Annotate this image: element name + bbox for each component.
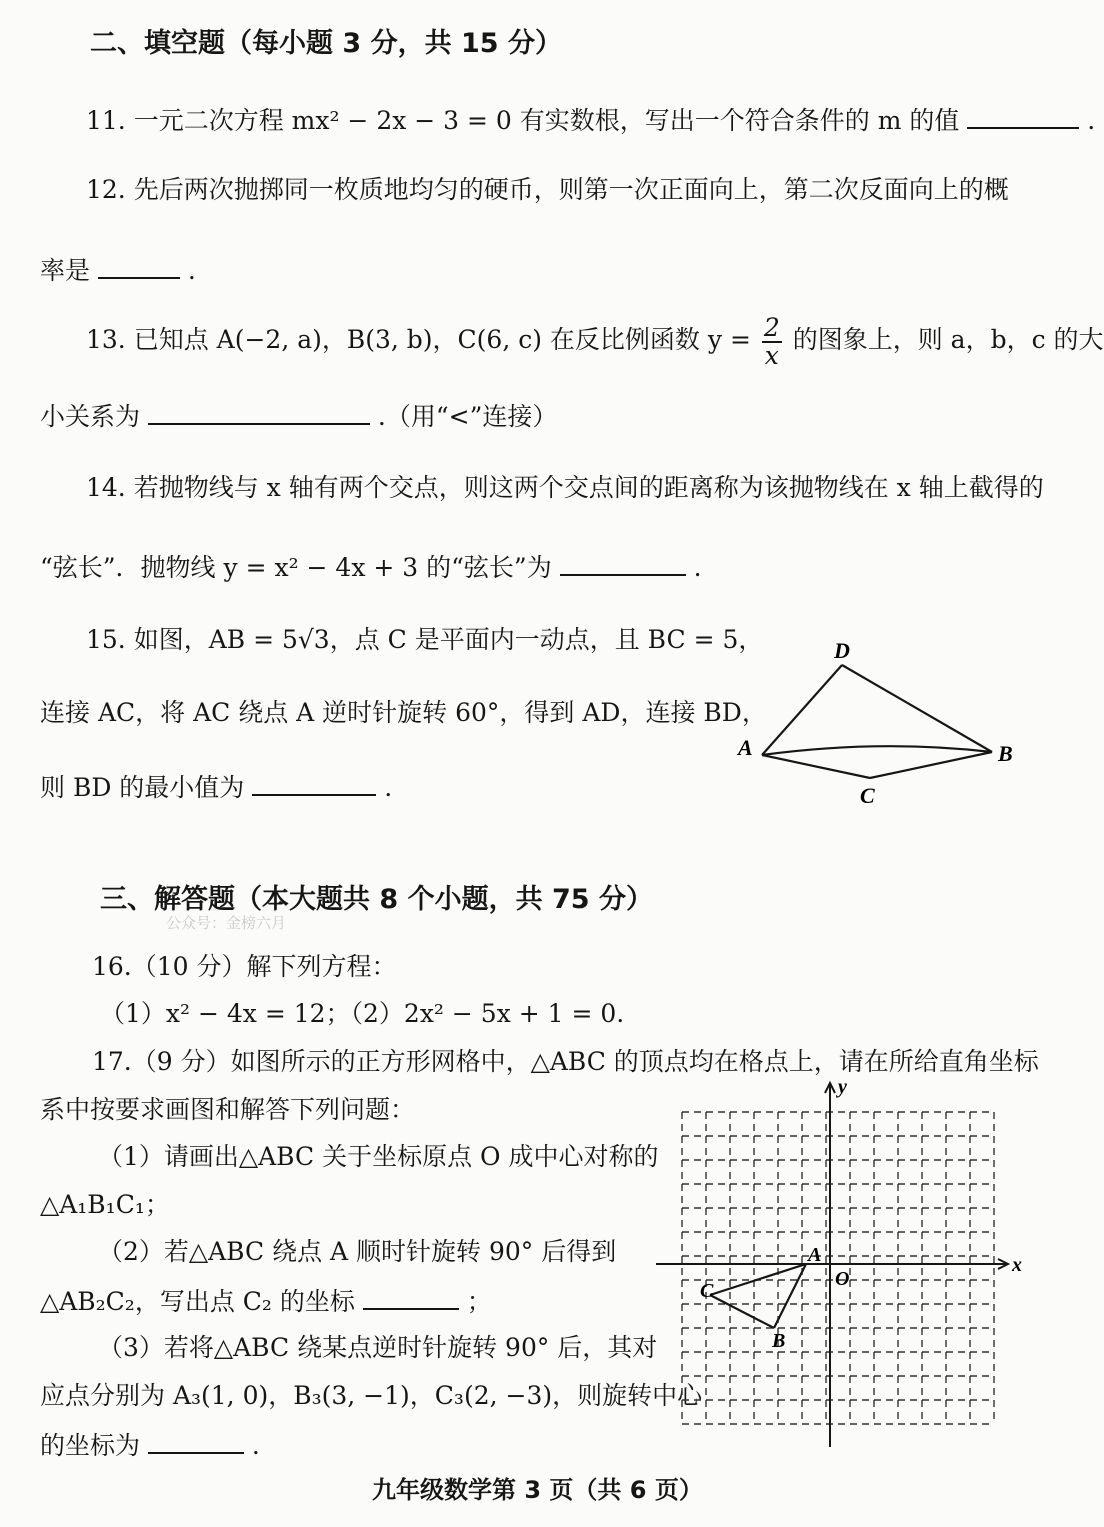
q13-line2 bbox=[40, 399, 557, 433]
q14-answer-blank[interactable] bbox=[560, 550, 686, 576]
q16-line2: （1）x² − 4x = 12；（2）2x² − 5x + 1 = 0. bbox=[100, 999, 625, 1028]
q12-line1: 12. 先后两次抛掷同一枚质地均匀的硬币，则第一次正面向上，第二次反面向上的概 bbox=[86, 175, 1009, 204]
q17-part1b: △A₁B₁C₁； bbox=[40, 1190, 170, 1219]
q16-line1: 16.（10 分）解下列方程： bbox=[92, 952, 397, 981]
q15-answer-blank[interactable] bbox=[252, 770, 376, 796]
q17-c2-answer-blank[interactable] bbox=[363, 1284, 459, 1310]
q13-tail: .（用“<”连接） bbox=[377, 402, 558, 431]
q13-line1 bbox=[86, 310, 1104, 370]
axis-label-x: x bbox=[1012, 1254, 1022, 1276]
q12-tail: . bbox=[187, 256, 196, 285]
q13-frac-num: 2 bbox=[763, 312, 780, 342]
origin-label-O: O bbox=[835, 1268, 850, 1290]
q17-part3a: （3）若将△ABC 绕某点逆时针旋转 90° 后，其对 bbox=[98, 1333, 658, 1362]
q17-part1a: （1）请画出△ABC 关于坐标原点 O 成中心对称的 bbox=[98, 1142, 659, 1171]
q15-line3-text: 则 BD 的最小值为 bbox=[40, 773, 245, 802]
q17-part2b bbox=[40, 1284, 492, 1318]
segment-AB bbox=[762, 746, 992, 755]
q13-line2-text: 小关系为 bbox=[40, 402, 141, 431]
q17-line1: 17.（9 分）如图所示的正方形网格中，△ABC 的顶点均在格点上，请在所给直角坐标 bbox=[92, 1047, 1039, 1076]
q13-post: 的图象上，则 a，b，c 的大 bbox=[792, 325, 1104, 354]
point-label-C: C bbox=[860, 783, 875, 808]
segment-CB bbox=[870, 752, 992, 778]
grid-label-A: A bbox=[808, 1244, 822, 1266]
q11 bbox=[86, 103, 1095, 137]
q17-part3c-text: 的坐标为 bbox=[40, 1431, 141, 1460]
q17-grid-figure bbox=[650, 1075, 1020, 1450]
q13-frac-den: x bbox=[764, 340, 779, 370]
q13-pre: 13. 已知点 A(−2, a)，B(3, b)，C(6, c) 在反比例函数 y = bbox=[86, 325, 751, 354]
q17-part2b-text: △AB₂C₂，写出点 C₂ 的坐标 bbox=[40, 1287, 355, 1316]
page-footer: 九年级数学第 3 页（共 6 页） bbox=[372, 1476, 703, 1504]
point-label-B: B bbox=[998, 741, 1013, 766]
point-label-D: D bbox=[834, 638, 850, 663]
q15-line2: 连接 AC，将 AC 绕点 A 逆时针旋转 60°，得到 AD，连接 BD， bbox=[40, 698, 767, 727]
q17-triangle-abc bbox=[710, 1264, 806, 1328]
q15-figure-lines bbox=[762, 665, 992, 778]
q11-text: 11. 一元二次方程 mx² − 2x − 3 = 0 有实数根，写出一个符合条件的 m 的值 bbox=[86, 106, 960, 135]
grid-label-B: B bbox=[772, 1330, 786, 1352]
q15-tail: . bbox=[384, 773, 393, 802]
section2-title: 二、填空题（每小题 3 分，共 15 分） bbox=[90, 28, 562, 59]
segment-CB bbox=[710, 1295, 774, 1328]
q17-part3b: 应点分别为 A₃(1, 0)，B₃(3, −1)，C₃(2, −3)，则旋转中心 bbox=[40, 1381, 703, 1410]
q12-line2 bbox=[40, 253, 196, 287]
q13-answer-blank[interactable] bbox=[148, 399, 370, 425]
q14-tail: . bbox=[693, 553, 702, 582]
q11-tail: . bbox=[1087, 106, 1096, 135]
q17-part2-tail: ； bbox=[466, 1287, 492, 1316]
q17-part3c bbox=[40, 1428, 260, 1462]
q12-answer-blank[interactable] bbox=[98, 253, 180, 279]
q17-axes bbox=[656, 1085, 1006, 1447]
q17-line2: 系中按要求画图和解答下列问题： bbox=[40, 1095, 416, 1124]
grid-label-C: C bbox=[700, 1280, 714, 1302]
q15-line1: 15. 如图，AB = 5√3，点 C 是平面内一动点，且 BC = 5， bbox=[86, 625, 764, 654]
segment-DB bbox=[842, 665, 992, 752]
point-label-A: A bbox=[738, 735, 753, 760]
segment-AC bbox=[762, 755, 870, 778]
watermark: 公众号：金榜六月 bbox=[166, 914, 287, 932]
axis-label-y: y bbox=[838, 1076, 847, 1098]
q17-center-answer-blank[interactable] bbox=[148, 1428, 244, 1454]
q13-fraction bbox=[762, 312, 782, 370]
q11-answer-blank[interactable] bbox=[967, 103, 1079, 129]
segment-AD bbox=[762, 665, 842, 755]
q12-line2-text: 率是 bbox=[40, 256, 91, 285]
q17-part3-tail: . bbox=[251, 1431, 260, 1460]
q14-line1: 14. 若抛物线与 x 轴有两个交点，则这两个交点间的距离称为该抛物线在 x 轴上截得的 bbox=[86, 473, 1044, 502]
q14-line2-text: “弦长”．抛物线 y = x² − 4x + 3 的“弦长”为 bbox=[40, 553, 552, 582]
section3-title: 三、解答题（本大题共 8 个小题，共 75 分） bbox=[100, 884, 653, 915]
q15-line3 bbox=[40, 770, 392, 804]
q15-figure bbox=[730, 635, 1030, 815]
q17-part2a: （2）若△ABC 绕点 A 顺时针旋转 90° 后得到 bbox=[98, 1237, 617, 1266]
q14-line2 bbox=[40, 550, 702, 584]
